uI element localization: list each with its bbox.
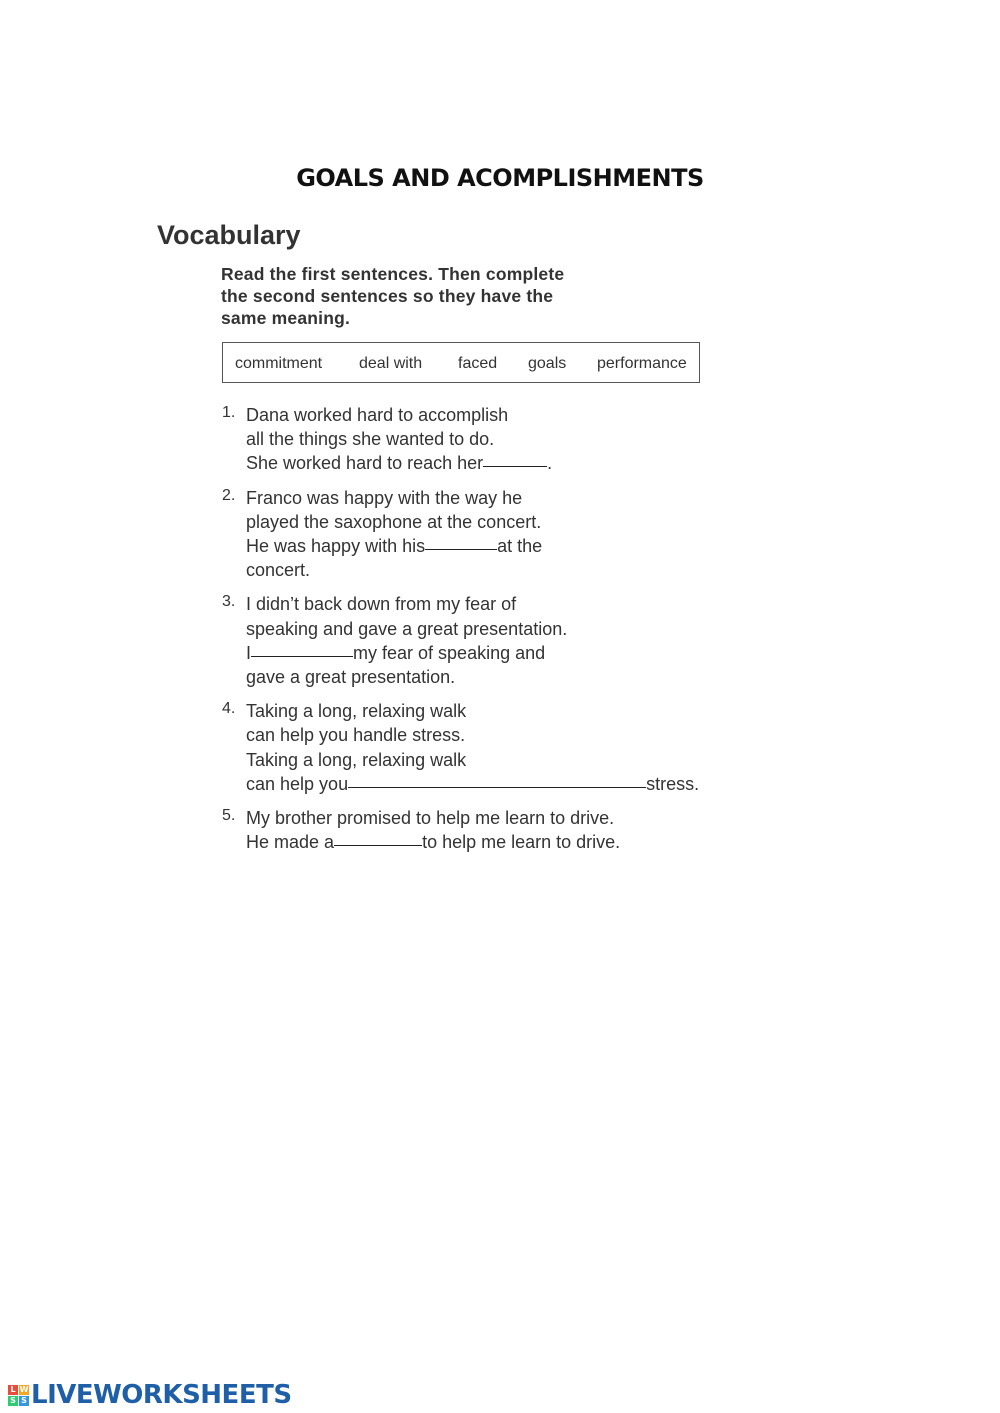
answer-prefix: He was happy with his (246, 536, 426, 557)
answer-tail: concert. (246, 560, 311, 581)
exercise-item-1 (222, 403, 742, 476)
answer-prefix: I (246, 642, 252, 663)
logo-badge-letter: L (8, 1385, 18, 1395)
answer-suffix: at the (497, 536, 543, 557)
worksheet-title: GOALS AND ACOMPLISHMENTS (296, 164, 704, 192)
answer-suffix: my fear of speaking and (353, 642, 546, 663)
answer-blank-4[interactable] (348, 772, 646, 788)
answer-prefix: He made a (246, 832, 335, 853)
answer-suffix: . (547, 453, 553, 474)
prompt-line: speaking and gave a great presentation. (246, 618, 568, 639)
answer-suffix: stress. (646, 773, 700, 794)
logo-badge-letter: W (19, 1384, 29, 1394)
answer-suffix: to help me learn to drive. (422, 832, 621, 853)
exercise-item-4 (222, 699, 742, 796)
prompt-line: Taking a long, relaxing walk (246, 701, 467, 722)
instructions-line: same meaning. (221, 308, 351, 328)
answer-blank-2[interactable] (425, 534, 497, 550)
section-heading: Vocabulary (157, 220, 301, 250)
answer-prefix: can help you (246, 773, 349, 794)
item-number: 3. (222, 593, 236, 611)
item-number: 5. (222, 807, 236, 825)
answer-blank-5[interactable] (334, 830, 422, 846)
answer-tail: gave a great presentation. (246, 667, 456, 688)
exercise-item-5 (222, 806, 742, 854)
exercise-item-2 (222, 486, 742, 583)
item-number: 1. (222, 404, 236, 421)
instructions (221, 263, 641, 329)
prompt-line: all the things she wanted to do. (246, 429, 495, 450)
answer-line (246, 534, 742, 558)
logo-text: LIVEWORKSHEETS (31, 1380, 292, 1410)
prompt-line: I didn’t back down from my fear of (246, 594, 517, 615)
answer-line (246, 451, 742, 475)
word-bank-item: performance (597, 355, 687, 372)
prompt-line: played the saxophone at the concert. (246, 511, 542, 532)
exercise-list (222, 403, 742, 864)
logo-badge-icon (8, 1385, 29, 1406)
word-bank-item: faced (458, 355, 498, 372)
word-bank (222, 342, 700, 383)
logo-badge-letter: S (19, 1396, 29, 1406)
answer-line (246, 772, 742, 796)
word-bank-item: commitment (235, 355, 323, 372)
answer-blank-1[interactable] (483, 451, 547, 467)
instructions-line: Read the first sentences. Then complete (221, 264, 565, 284)
prompt-line: Franco was happy with the way he (246, 487, 523, 508)
logo-badge-letter: S (8, 1396, 18, 1406)
exercise-item-3 (222, 592, 742, 689)
answer-prefix: She worked hard to reach her (246, 453, 484, 474)
instructions-line: the second sentences so they have the (221, 286, 554, 306)
item-number: 2. (222, 486, 236, 504)
answer-line (246, 641, 742, 665)
answer-blank-3[interactable] (251, 641, 353, 657)
prompt-line: My brother promised to help me learn to drive. (246, 808, 615, 829)
prompt-line: can help you handle stress. (246, 725, 466, 746)
word-bank-item: goals (528, 355, 567, 372)
answer-line (246, 830, 742, 854)
prompt-line: Dana worked hard to accomplish (246, 405, 509, 425)
item-number: 4. (222, 700, 236, 718)
liveworksheets-logo[interactable] (8, 1380, 292, 1410)
prompt-line: Taking a long, relaxing walk (246, 749, 467, 770)
word-bank-item: deal with (359, 355, 423, 372)
